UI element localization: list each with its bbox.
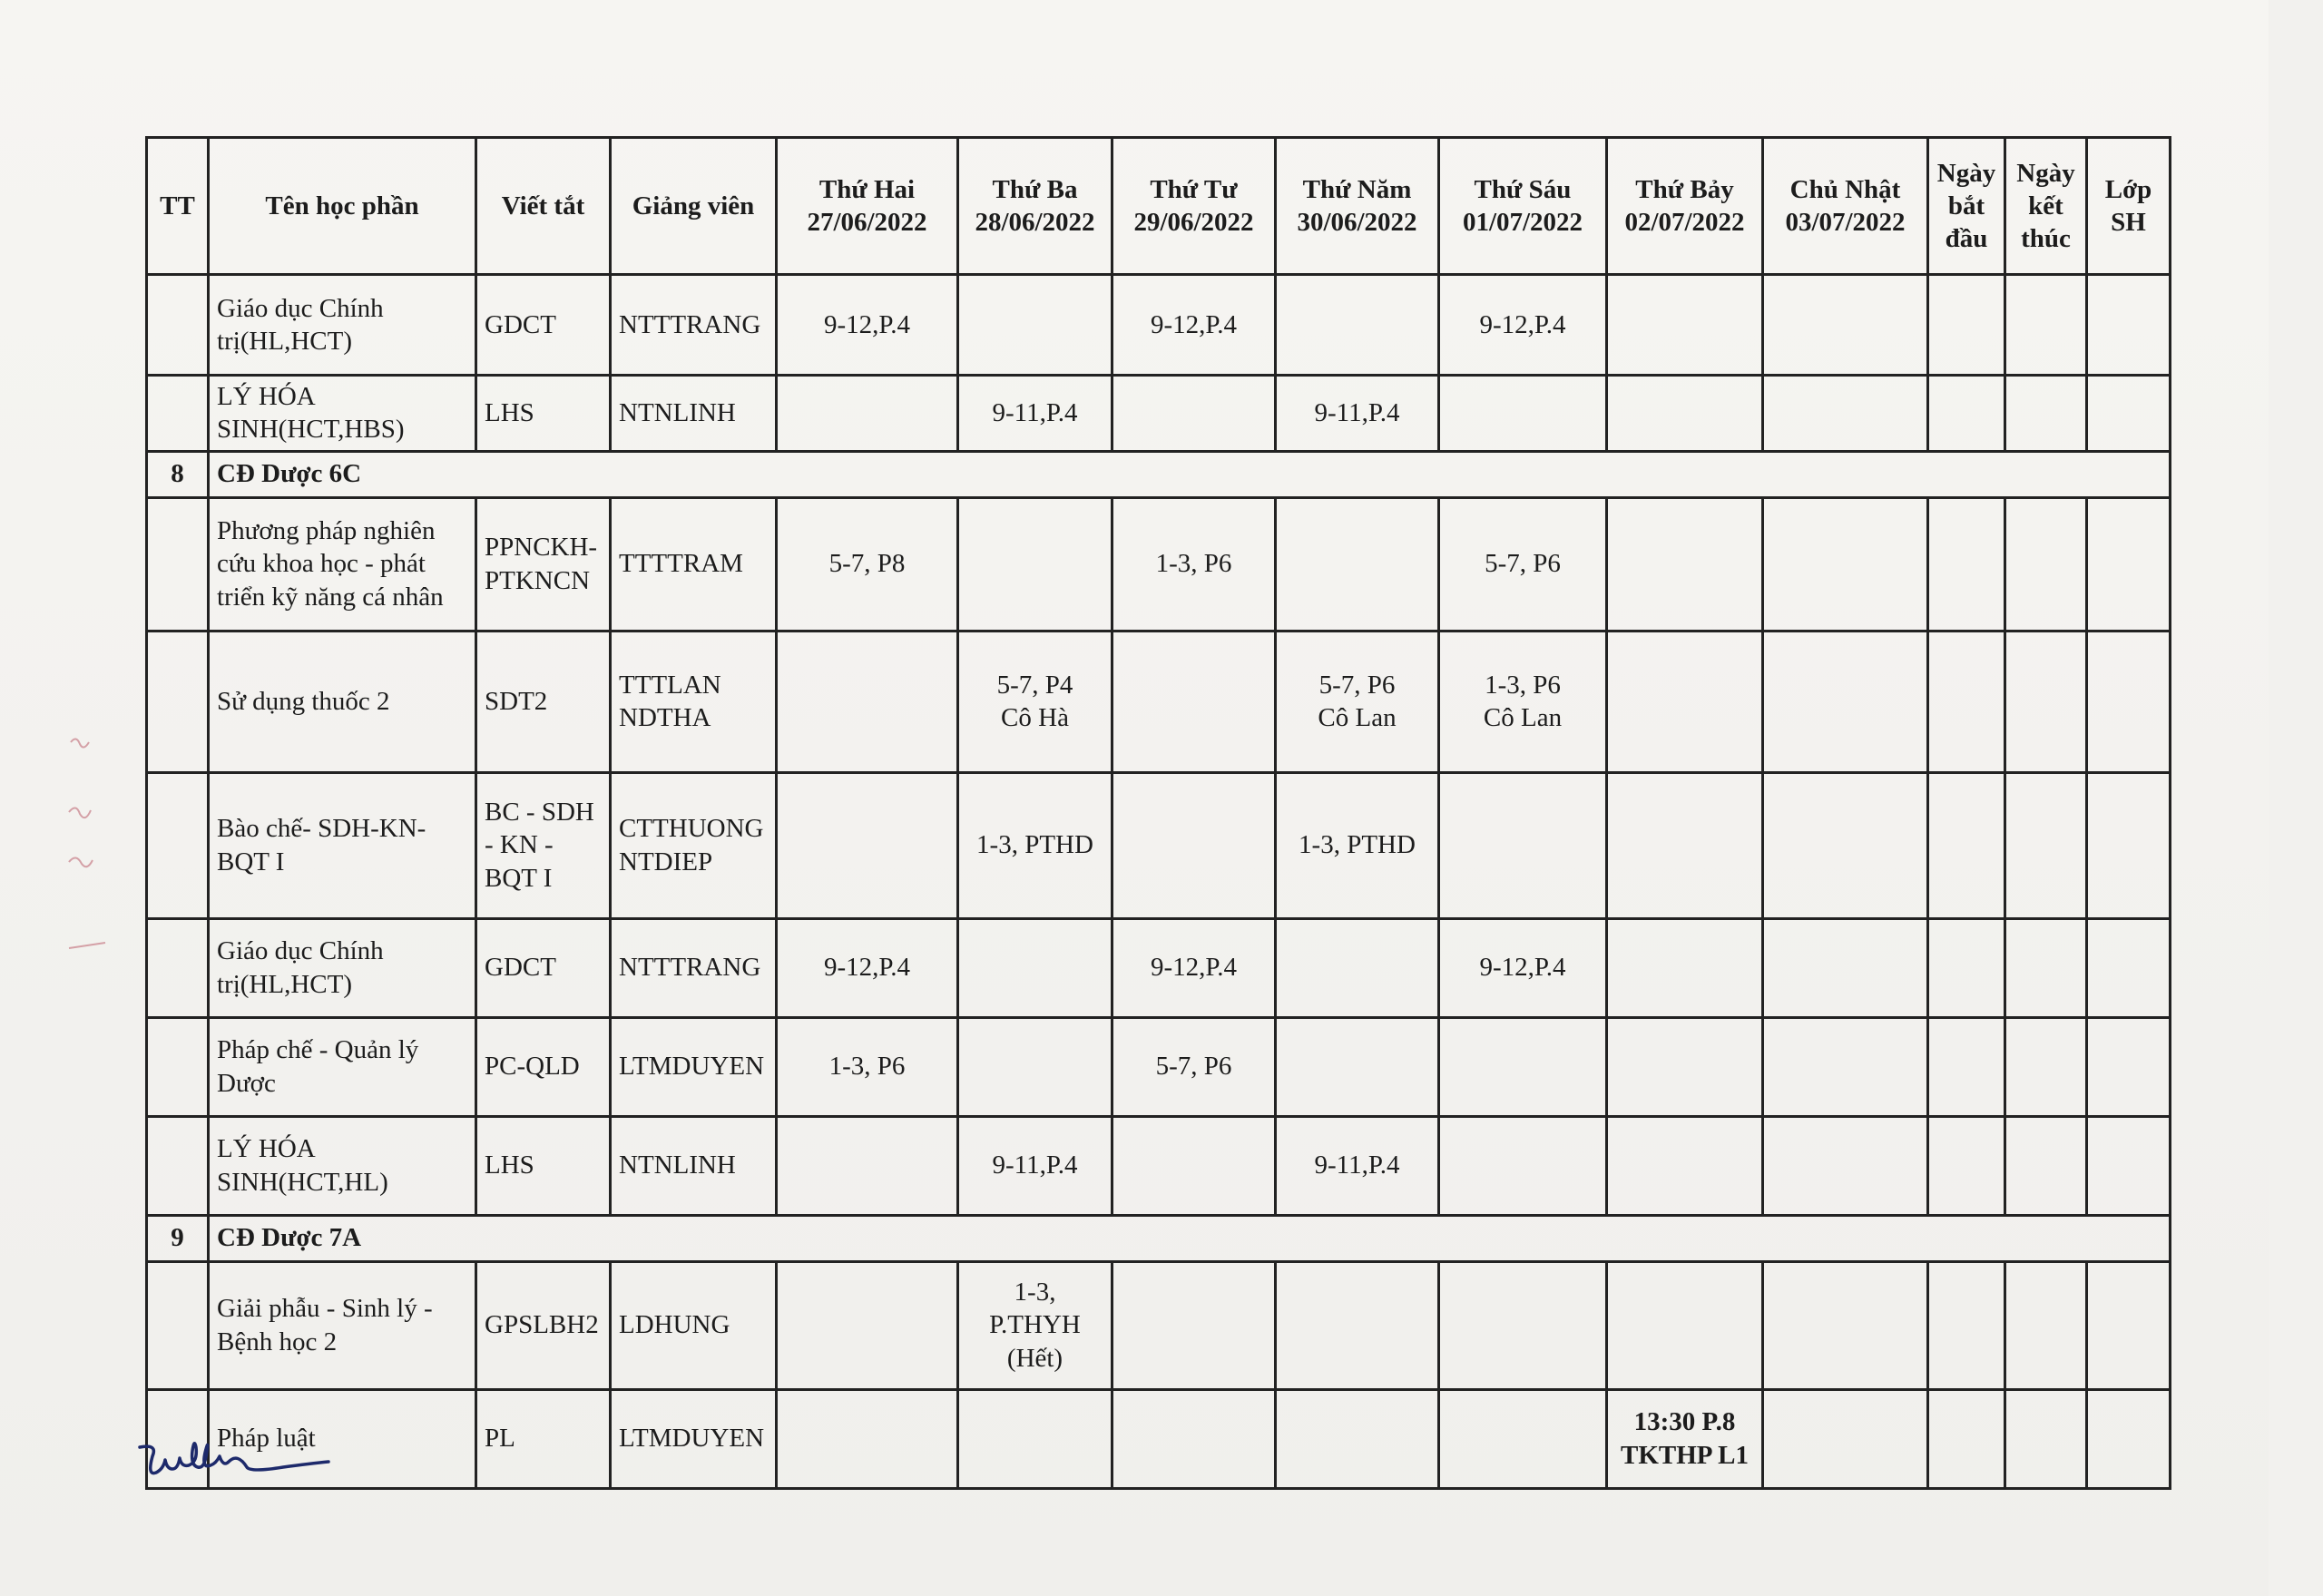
cell-tuesday bbox=[958, 275, 1112, 376]
cell-homeroom bbox=[2087, 275, 2171, 376]
cell-thursday bbox=[1276, 1017, 1439, 1116]
cell-end-date bbox=[2005, 1261, 2087, 1389]
cell-saturday: 13:30 P.8 TKTHP L1 bbox=[1607, 1389, 1763, 1488]
cell-saturday bbox=[1607, 1261, 1763, 1389]
cell-tt bbox=[147, 497, 209, 631]
cell-course-name: Giáo dục Chính trị(HL,HCT) bbox=[209, 918, 476, 1017]
cell-thursday: 9-11,P.4 bbox=[1276, 1116, 1439, 1215]
cell-monday bbox=[777, 376, 958, 452]
cell-sunday bbox=[1763, 631, 1928, 772]
cell-course-name: LÝ HÓA SINH(HCT,HBS) bbox=[209, 376, 476, 452]
cell-tt bbox=[147, 631, 209, 772]
cell-tuesday bbox=[958, 497, 1112, 631]
cell-tt bbox=[147, 376, 209, 452]
cell-abbr: LHS bbox=[476, 1116, 611, 1215]
cell-abbr: PC-QLD bbox=[476, 1017, 611, 1116]
cell-start-date bbox=[1928, 918, 2005, 1017]
table-row bbox=[147, 1261, 2171, 1389]
cell-friday bbox=[1439, 1261, 1607, 1389]
cell-abbr: GDCT bbox=[476, 275, 611, 376]
cell-course-name: Giáo dục Chính trị(HL,HCT) bbox=[209, 275, 476, 376]
col-header-tt: TT bbox=[147, 138, 209, 275]
cell-start-date bbox=[1928, 497, 2005, 631]
cell-homeroom bbox=[2087, 1017, 2171, 1116]
group-number: 9 bbox=[147, 1215, 209, 1261]
cell-monday: 9-12,P.4 bbox=[777, 275, 958, 376]
cell-lecturer: NTTTRANG bbox=[611, 275, 777, 376]
cell-start-date bbox=[1928, 1116, 2005, 1215]
cell-lecturer: TTTTRAM bbox=[611, 497, 777, 631]
cell-homeroom bbox=[2087, 631, 2171, 772]
cell-thursday: 5-7, P6 Cô Lan bbox=[1276, 631, 1439, 772]
cell-thursday bbox=[1276, 918, 1439, 1017]
cell-lecturer: LTMDUYEN bbox=[611, 1389, 777, 1488]
table-row bbox=[147, 918, 2171, 1017]
cell-tt bbox=[147, 772, 209, 918]
cell-saturday bbox=[1607, 772, 1763, 918]
table-row bbox=[147, 772, 2171, 918]
cell-wednesday: 5-7, P6 bbox=[1112, 1017, 1276, 1116]
handwritten-signature bbox=[136, 1429, 372, 1502]
col-header-lecturer: Giảng viên bbox=[611, 138, 777, 275]
cell-thursday: 9-11,P.4 bbox=[1276, 376, 1439, 452]
cell-lecturer: CTTHUONG NTDIEP bbox=[611, 772, 777, 918]
cell-wednesday bbox=[1112, 772, 1276, 918]
cell-course-name: Bào chế- SDH-KN-BQT I bbox=[209, 772, 476, 918]
cell-thursday bbox=[1276, 1389, 1439, 1488]
cell-thursday bbox=[1276, 497, 1439, 631]
col-header-saturday: Thứ Bảy 02/07/2022 bbox=[1607, 138, 1763, 275]
cell-friday bbox=[1439, 1116, 1607, 1215]
cell-start-date bbox=[1928, 1017, 2005, 1116]
cell-course-name: Giải phẫu - Sinh lý - Bệnh học 2 bbox=[209, 1261, 476, 1389]
cell-monday: 5-7, P8 bbox=[777, 497, 958, 631]
cell-thursday: 1-3, PTHD bbox=[1276, 772, 1439, 918]
cell-start-date bbox=[1928, 1261, 2005, 1389]
cell-homeroom bbox=[2087, 376, 2171, 452]
cell-saturday bbox=[1607, 1116, 1763, 1215]
cell-wednesday: 9-12,P.4 bbox=[1112, 918, 1276, 1017]
col-header-course-name: Tên học phần bbox=[209, 138, 476, 275]
cell-tuesday: 5-7, P4 Cô Hà bbox=[958, 631, 1112, 772]
cell-monday bbox=[777, 1389, 958, 1488]
col-header-abbr: Viết tắt bbox=[476, 138, 611, 275]
cell-lecturer: NTNLINH bbox=[611, 1116, 777, 1215]
cell-start-date bbox=[1928, 1389, 2005, 1488]
cell-friday: 9-12,P.4 bbox=[1439, 918, 1607, 1017]
cell-homeroom bbox=[2087, 1116, 2171, 1215]
class-group-row bbox=[147, 1215, 2171, 1261]
cell-friday: 5-7, P6 bbox=[1439, 497, 1607, 631]
cell-tuesday bbox=[958, 1389, 1112, 1488]
cell-monday: 9-12,P.4 bbox=[777, 918, 958, 1017]
col-header-friday: Thứ Sáu 01/07/2022 bbox=[1439, 138, 1607, 275]
cell-abbr: GPSLBH2 bbox=[476, 1261, 611, 1389]
col-header-thursday: Thứ Năm 30/06/2022 bbox=[1276, 138, 1439, 275]
cell-sunday bbox=[1763, 1389, 1928, 1488]
cell-friday bbox=[1439, 772, 1607, 918]
cell-course-name: Pháp luật bbox=[209, 1389, 476, 1488]
cell-end-date bbox=[2005, 631, 2087, 772]
cell-tt bbox=[147, 918, 209, 1017]
cell-tuesday bbox=[958, 1017, 1112, 1116]
cell-homeroom bbox=[2087, 918, 2171, 1017]
cell-end-date bbox=[2005, 497, 2087, 631]
cell-saturday bbox=[1607, 376, 1763, 452]
cell-tt bbox=[147, 275, 209, 376]
cell-tuesday bbox=[958, 918, 1112, 1017]
cell-sunday bbox=[1763, 497, 1928, 631]
cell-saturday bbox=[1607, 497, 1763, 631]
cell-wednesday: 9-12,P.4 bbox=[1112, 275, 1276, 376]
col-header-start-date: Ngày bắt đầu bbox=[1928, 138, 2005, 275]
cell-abbr: PL bbox=[476, 1389, 611, 1488]
cell-friday bbox=[1439, 1017, 1607, 1116]
cell-end-date bbox=[2005, 772, 2087, 918]
cell-end-date bbox=[2005, 1116, 2087, 1215]
schedule-sheet bbox=[145, 136, 2169, 1490]
cell-abbr: LHS bbox=[476, 376, 611, 452]
cell-tuesday: 9-11,P.4 bbox=[958, 376, 1112, 452]
cell-lecturer: LTMDUYEN bbox=[611, 1017, 777, 1116]
cell-thursday bbox=[1276, 1261, 1439, 1389]
col-header-wednesday: Thứ Tư 29/06/2022 bbox=[1112, 138, 1276, 275]
table-row bbox=[147, 497, 2171, 631]
cell-sunday bbox=[1763, 376, 1928, 452]
col-header-monday: Thứ Hai 27/06/2022 bbox=[777, 138, 958, 275]
cell-wednesday bbox=[1112, 1261, 1276, 1389]
table-row bbox=[147, 1017, 2171, 1116]
cell-sunday bbox=[1763, 918, 1928, 1017]
table-row bbox=[147, 1389, 2171, 1488]
cell-saturday bbox=[1607, 1017, 1763, 1116]
cell-tt bbox=[147, 1116, 209, 1215]
cell-friday: 1-3, P6 Cô Lan bbox=[1439, 631, 1607, 772]
cell-friday bbox=[1439, 1389, 1607, 1488]
cell-abbr: GDCT bbox=[476, 918, 611, 1017]
cell-start-date bbox=[1928, 275, 2005, 376]
group-number: 8 bbox=[147, 451, 209, 497]
cell-lecturer: TTTLAN NDTHA bbox=[611, 631, 777, 772]
cell-saturday bbox=[1607, 918, 1763, 1017]
table-row bbox=[147, 1116, 2171, 1215]
cell-end-date bbox=[2005, 918, 2087, 1017]
cell-end-date bbox=[2005, 275, 2087, 376]
cell-abbr: SDT2 bbox=[476, 631, 611, 772]
col-header-homeroom: Lớp SH bbox=[2087, 138, 2171, 275]
cell-friday: 9-12,P.4 bbox=[1439, 275, 1607, 376]
cell-monday bbox=[777, 1116, 958, 1215]
cell-tuesday: 1-3, PTHD bbox=[958, 772, 1112, 918]
cell-abbr: PPNCKH-PTKNCN bbox=[476, 497, 611, 631]
table-row bbox=[147, 275, 2171, 376]
cell-thursday bbox=[1276, 275, 1439, 376]
cell-course-name: Sử dụng thuốc 2 bbox=[209, 631, 476, 772]
cell-lecturer: NTNLINH bbox=[611, 376, 777, 452]
cell-homeroom bbox=[2087, 1261, 2171, 1389]
cell-homeroom bbox=[2087, 1389, 2171, 1488]
cell-course-name: Pháp chế - Quản lý Dược bbox=[209, 1017, 476, 1116]
cell-sunday bbox=[1763, 275, 1928, 376]
cell-tt bbox=[147, 1017, 209, 1116]
margin-marks bbox=[64, 726, 118, 980]
schedule-table bbox=[145, 136, 2171, 1490]
cell-monday bbox=[777, 631, 958, 772]
cell-sunday bbox=[1763, 772, 1928, 918]
cell-friday bbox=[1439, 376, 1607, 452]
cell-end-date bbox=[2005, 1389, 2087, 1488]
cell-saturday bbox=[1607, 631, 1763, 772]
table-row bbox=[147, 631, 2171, 772]
cell-abbr: BC - SDH - KN - BQT I bbox=[476, 772, 611, 918]
cell-end-date bbox=[2005, 376, 2087, 452]
cell-course-name: LÝ HÓA SINH(HCT,HL) bbox=[209, 1116, 476, 1215]
cell-course-name: Phương pháp nghiên cứu khoa học - phát triển kỹ năng cá nhân bbox=[209, 497, 476, 631]
table-row bbox=[147, 376, 2171, 452]
group-name: CĐ Dược 6C bbox=[209, 451, 2171, 497]
class-group-row bbox=[147, 451, 2171, 497]
cell-wednesday bbox=[1112, 631, 1276, 772]
cell-monday bbox=[777, 772, 958, 918]
group-name: CĐ Dược 7A bbox=[209, 1215, 2171, 1261]
cell-start-date bbox=[1928, 631, 2005, 772]
cell-end-date bbox=[2005, 1017, 2087, 1116]
header-row bbox=[147, 138, 2171, 275]
cell-monday bbox=[777, 1261, 958, 1389]
cell-start-date bbox=[1928, 376, 2005, 452]
cell-tuesday: 9-11,P.4 bbox=[958, 1116, 1112, 1215]
cell-lecturer: NTTTRANG bbox=[611, 918, 777, 1017]
cell-monday: 1-3, P6 bbox=[777, 1017, 958, 1116]
cell-wednesday bbox=[1112, 1116, 1276, 1215]
cell-start-date bbox=[1928, 772, 2005, 918]
col-header-end-date: Ngày kết thúc bbox=[2005, 138, 2087, 275]
cell-homeroom bbox=[2087, 497, 2171, 631]
cell-tt bbox=[147, 1261, 209, 1389]
cell-sunday bbox=[1763, 1116, 1928, 1215]
cell-wednesday: 1-3, P6 bbox=[1112, 497, 1276, 631]
cell-saturday bbox=[1607, 275, 1763, 376]
col-header-tuesday: Thứ Ba 28/06/2022 bbox=[958, 138, 1112, 275]
cell-sunday bbox=[1763, 1261, 1928, 1389]
cell-wednesday bbox=[1112, 1389, 1276, 1488]
cell-homeroom bbox=[2087, 772, 2171, 918]
cell-wednesday bbox=[1112, 376, 1276, 452]
cell-lecturer: LDHUNG bbox=[611, 1261, 777, 1389]
col-header-sunday: Chủ Nhật 03/07/2022 bbox=[1763, 138, 1928, 275]
cell-sunday bbox=[1763, 1017, 1928, 1116]
cell-tuesday: 1-3, P.THYH (Hết) bbox=[958, 1261, 1112, 1389]
